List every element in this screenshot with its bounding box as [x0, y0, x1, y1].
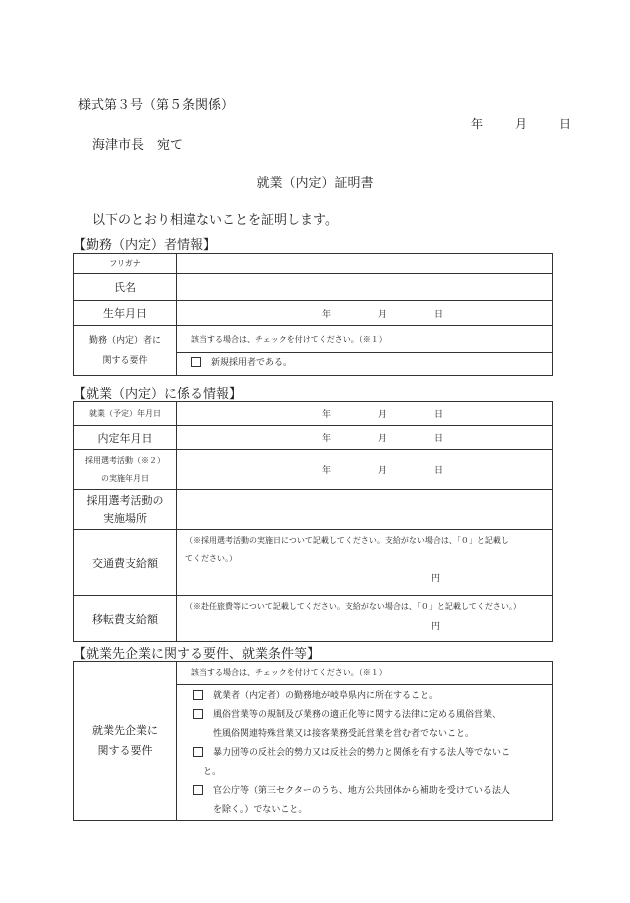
transport-yen: 円	[430, 574, 440, 584]
item3-checkbox[interactable]	[193, 747, 203, 757]
intro-text: 以下のとおり相違ないことを証明します。	[92, 213, 338, 228]
transport-note-line1: （※採用選考活動の実施日について記載してください。支給がない場合は、「０」と記載し	[185, 536, 509, 545]
place-label-line2: 実施場所	[103, 511, 147, 525]
employment-day: 日	[434, 410, 444, 420]
offer-year: 年	[322, 434, 332, 444]
transfer-yen: 円	[430, 622, 440, 632]
selection-year: 年	[322, 466, 332, 476]
place-label-line1: 採用選考活動の	[86, 493, 164, 507]
worker-req-note: 該当する場合は、チェックを付けてください。（※１）	[177, 328, 552, 353]
item2-text-line2: 性風俗関連特殊営業又は接客業務受託営業を営む者でないこと。	[213, 729, 475, 739]
offer-day: 日	[434, 434, 444, 444]
item4-text-line1: 官公庁等（第三セクターのうち、地方公共団体から補助を受けている法人	[213, 786, 510, 796]
selection-date-label	[74, 450, 177, 490]
worker-info-table	[73, 253, 553, 376]
employment-date-label: 就業（予定）年月日	[74, 402, 177, 426]
selection-day: 日	[434, 466, 444, 476]
selection-place-field[interactable]	[177, 490, 553, 530]
section1-heading: 【勤務（内定）者情報】	[73, 238, 217, 253]
furigana-label: フリガナ	[74, 254, 177, 274]
selection-place-label	[74, 490, 177, 530]
form-number: 様式第３号（第５条関係）	[78, 98, 235, 113]
birth-label: 生年月日	[74, 301, 177, 326]
transport-note	[177, 530, 552, 571]
item4-checkbox[interactable]	[193, 785, 203, 795]
worker-req-label-line2: 関する要件	[102, 355, 148, 366]
company-req-item1[interactable]	[193, 687, 552, 706]
birth-field[interactable]	[177, 301, 553, 326]
employment-month: 月	[378, 410, 388, 420]
worker-req-label	[74, 326, 177, 376]
item1-text: 就業者（内定者）の勤務地が岐阜県内に所在すること。	[213, 691, 439, 701]
selection-label-line2: の実施年月日	[101, 473, 149, 483]
section2-heading: 【就業（内定）に係る情報】	[73, 387, 243, 402]
company-req-item2[interactable]	[193, 706, 552, 725]
company-req-table	[73, 661, 553, 821]
employment-year: 年	[322, 410, 332, 420]
selection-date-field[interactable]	[177, 450, 553, 490]
transport-label: 交通費支給額	[74, 530, 177, 596]
section3-heading: 【就業先企業に関する要件、就業条件等】	[73, 647, 321, 662]
header-year: 年	[471, 117, 484, 131]
header-date	[471, 115, 571, 132]
name-field[interactable]	[177, 274, 553, 301]
company-req-cell	[177, 662, 553, 821]
company-req-items	[177, 685, 552, 820]
name-label: 氏名	[74, 274, 177, 301]
offer-date-field[interactable]	[177, 426, 553, 450]
employment-date-field[interactable]	[177, 402, 553, 426]
birth-year: 年	[322, 309, 332, 320]
birth-month: 月	[378, 309, 388, 320]
selection-month: 月	[378, 466, 388, 476]
addressee: 海津市長 宛て	[92, 138, 184, 153]
transport-note-line2: てください。）	[185, 554, 237, 563]
item1-checkbox[interactable]	[193, 690, 203, 700]
company-req-label-line1: 就業先企業に	[92, 724, 158, 737]
new-hire-text: 新規採用者である。	[211, 358, 293, 368]
transport-field[interactable]	[177, 530, 553, 596]
document-title: 就業（内定）証明書	[256, 176, 374, 191]
employment-info-table	[73, 401, 553, 642]
transfer-label: 移転費支給額	[74, 596, 177, 642]
selection-label-line1: 採用選考活動（※２）	[85, 455, 165, 465]
item3-text-line1: 暴力団等の反社会的勢力又は反社会的勢力と関係を有する法人等でないこ	[213, 748, 511, 758]
item2-checkbox[interactable]	[193, 709, 203, 719]
worker-req-label-line1: 勤務（内定）者に	[88, 335, 161, 346]
company-req-item4[interactable]	[193, 782, 552, 801]
worker-req-item[interactable]	[177, 353, 552, 373]
furigana-field[interactable]	[177, 254, 553, 274]
item2-text-line1: 風俗営業等の規制及び業務の適正化等に関する法律に定める風俗営業、	[213, 710, 502, 720]
header-month: 月	[514, 117, 527, 131]
birth-day: 日	[434, 309, 444, 320]
company-req-label	[74, 662, 177, 821]
transfer-field[interactable]	[177, 596, 553, 642]
offer-date-label: 内定年月日	[74, 426, 177, 450]
worker-req-cell	[177, 326, 553, 376]
header-day: 日	[558, 117, 571, 131]
offer-month: 月	[378, 434, 388, 444]
item3-text-line2: と。	[203, 767, 222, 777]
company-req-note: 該当する場合は、チェックを付けてください。（※１）	[177, 662, 552, 685]
item4-text-line2: を除く。）でないこと。	[213, 805, 308, 815]
company-req-label-line2: 関する要件	[97, 744, 153, 757]
new-hire-checkbox[interactable]	[191, 357, 201, 367]
company-req-item3[interactable]	[193, 744, 552, 763]
transfer-note: （※赴任旅費等について記載してください。支給がない場合は、「０」と記載してください。）	[185, 602, 521, 611]
